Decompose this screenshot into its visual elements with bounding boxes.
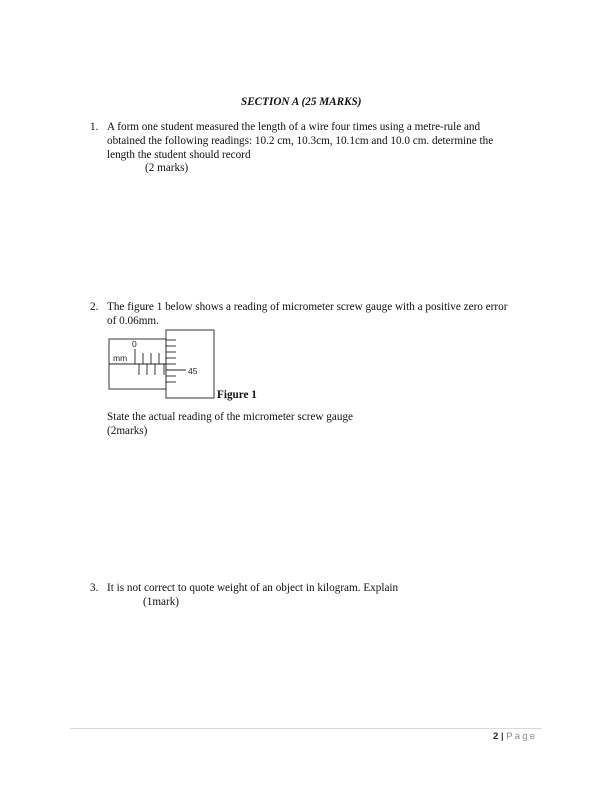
sleeve-zero-label: 0 <box>132 339 137 349</box>
question-text-line: length the student should record <box>107 149 251 161</box>
micrometer-sleeve <box>109 339 166 389</box>
page-number: 2 <box>493 731 499 742</box>
page-footer <box>493 731 537 742</box>
question-number: 3. <box>90 582 99 594</box>
question-text-line: of 0.06mm. <box>107 315 159 327</box>
sleeve-unit-label: mm <box>113 353 128 363</box>
figure-caption: Figure 1 <box>217 389 257 401</box>
footer-separator: | <box>500 731 504 742</box>
question-text-line: A form one student measured the length of a wire four times using a metre-rule and <box>107 121 481 133</box>
marks-label: (2marks) <box>107 425 148 437</box>
question-number: 2. <box>90 301 99 313</box>
micrometer-thimble <box>166 330 214 398</box>
footer-divider <box>70 728 542 729</box>
question-text-line: It is not correct to quote weight of an object in kilogram. Explain <box>107 582 399 594</box>
section-heading: SECTION A (25 MARKS) <box>241 96 362 108</box>
page-label: Page <box>506 731 538 742</box>
question-text-line: obtained the following readings: 10.2 cm, 10.3cm, 10.1cm and 10.0 cm. determine the <box>107 135 494 147</box>
marks-label: (1mark) <box>143 596 180 608</box>
question-prompt: State the actual reading of the micrometer screw gauge <box>107 411 354 423</box>
micrometer-figure <box>105 326 220 402</box>
question-number: 1. <box>90 121 99 133</box>
thimble-scale-label: 45 <box>188 366 198 376</box>
question-text-line: The figure 1 below shows a reading of micrometer screw gauge with a positive zero error <box>107 301 508 313</box>
marks-label: (2 marks) <box>145 162 189 174</box>
